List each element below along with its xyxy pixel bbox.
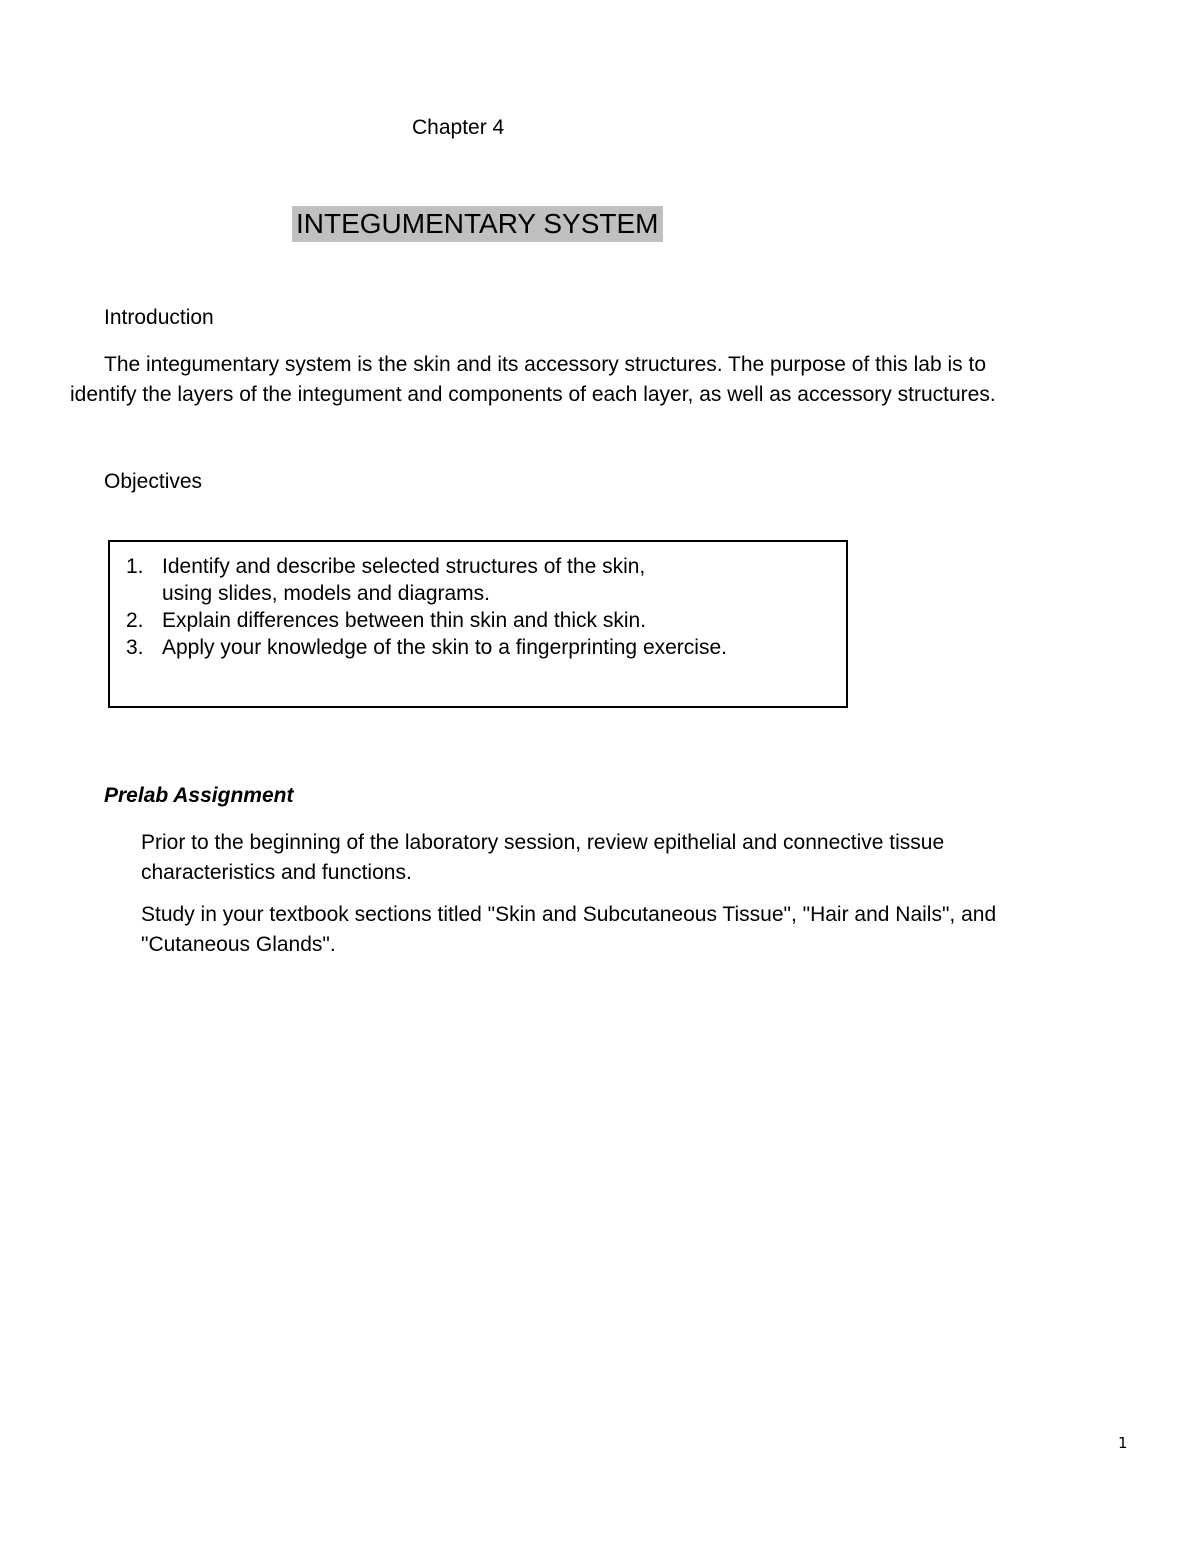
objective-item — [126, 553, 727, 607]
objective-line: Identify and describe selected structures of the skin, — [162, 555, 646, 578]
objective-line: Apply your knowledge of the skin to a fingerprinting exercise. — [162, 636, 727, 659]
chapter-label: Chapter 4 — [412, 116, 505, 139]
introduction-line-1: The integumentary system is the skin and its accessory structures. The purpose of this lab is to — [104, 353, 987, 376]
introduction-line-2: identify the layers of the integument and components of each layer, as well as accessory structures. — [70, 383, 996, 406]
objective-item — [126, 607, 727, 634]
objective-text — [162, 607, 646, 634]
objective-number: 3. — [126, 636, 144, 659]
objective-line: using slides, models and diagrams. — [162, 582, 491, 605]
objective-text — [162, 634, 727, 661]
prelab-line: Study in your textbook sections titled "Skin and Subcutaneous Tissue", "Hair and Nails", and — [141, 903, 997, 926]
objective-number: 1. — [126, 555, 144, 578]
prelab-paragraph-1 — [141, 828, 1141, 888]
introduction-paragraph — [70, 350, 1130, 410]
page-number: 1 — [1118, 1434, 1128, 1452]
objectives-list — [126, 553, 727, 661]
page-title: INTEGUMENTARY SYSTEM — [292, 206, 663, 242]
prelab-line: Prior to the beginning of the laboratory session, review epithelial and connective tissue — [141, 831, 945, 854]
prelab-line: "Cutaneous Glands". — [141, 933, 336, 956]
prelab-heading: Prelab Assignment — [104, 784, 294, 807]
objectives-box — [108, 540, 848, 708]
objective-number: 2. — [126, 609, 144, 632]
objectives-heading: Objectives — [104, 470, 203, 493]
objective-text — [162, 553, 645, 607]
objective-item — [126, 634, 727, 661]
prelab-paragraph-2 — [141, 900, 1141, 960]
introduction-heading: Introduction — [104, 306, 214, 329]
prelab-line: characteristics and functions. — [141, 861, 412, 884]
objective-line: Explain differences between thin skin and thick skin. — [162, 609, 647, 632]
